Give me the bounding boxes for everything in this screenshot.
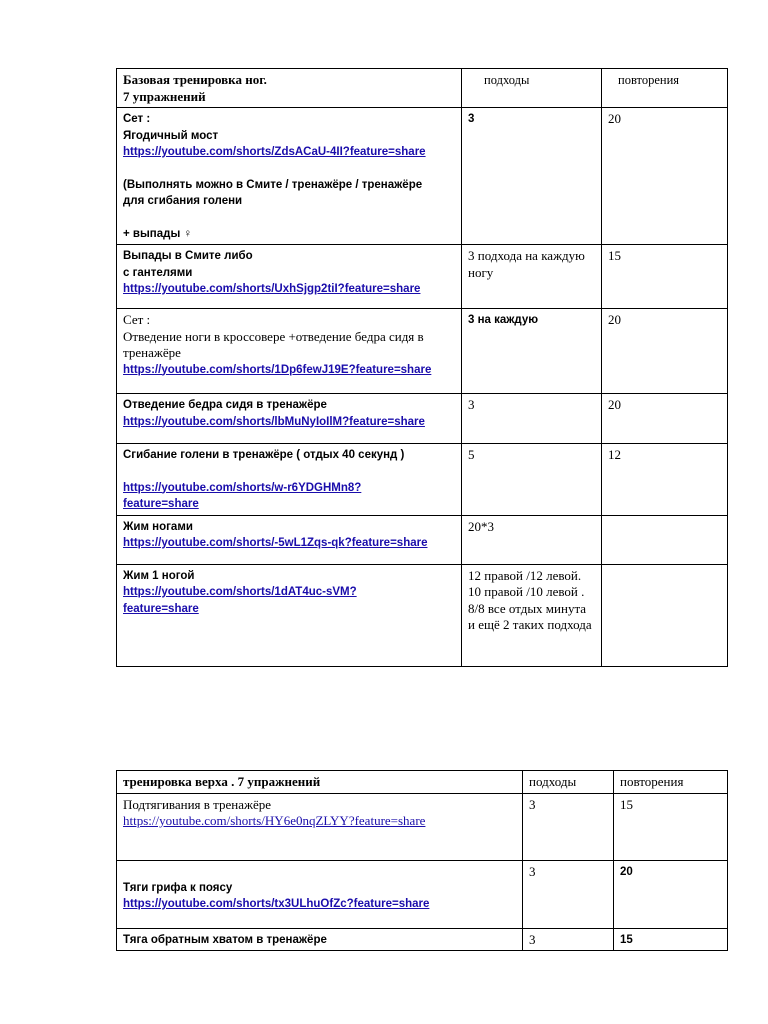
reps-cell: 20 [602,108,728,245]
table-title-line2: 7 упражнений [123,88,206,104]
reps-cell: 20 [614,860,728,928]
table-title: тренировка верха . 7 упражнений [117,771,523,794]
table-row [117,108,728,245]
exercise-video-link[interactable]: https://youtube.com/shorts/lbMuNyIoIlM?feature=share [123,415,425,428]
sets-cell: 3 [523,793,614,860]
sets-cell: 3 [523,928,614,951]
exercise-cell: Сет : Отведение ноги в кроссовере +отведение бедра сидя в тренажёре https://youtube.com/shorts/1Dp6fewJ19E?feature=share [117,309,462,394]
exercise-video-link[interactable]: https://youtube.com/shorts/-5wL1Zqs-qk?feature=share [123,537,428,549]
reps-cell: 20 [602,394,728,444]
sets-cell: 3 [462,394,602,444]
exercise-video-link[interactable]: https://youtube.com/shorts/HY6e0nqZLYY?feature=share [123,813,426,828]
exercise-video-link[interactable]: https://youtube.com/shorts/1Dp6fewJ19E?feature=share [123,363,432,376]
exercise-video-link[interactable]: https://youtube.com/shorts/w-r6YDGHMn8? [123,481,362,494]
table-row [117,564,728,666]
sets-column-header: подходы [523,771,614,794]
upper-workout-table [116,770,728,951]
sets-column-header: подходы [462,69,602,108]
sets-cell: 3 [462,108,602,245]
sets-cell: 3 на каждую [462,309,602,394]
exercise-video-link[interactable]: https://youtube.com/shorts/UxhSjgp2tiI?feature=share [123,283,421,295]
exercise-cell: Жим 1 ногой https://youtube.com/shorts/1dAT4uc-sVM? feature=share [117,564,462,666]
table-title-line1: Базовая тренировка ног. [123,72,267,87]
exercise-video-link[interactable]: https://youtube.com/shorts/ZdsACaU-4II?feature=share [123,146,426,158]
reps-column-header: повторения [602,69,728,108]
exercise-video-link-cont[interactable]: feature=share [123,602,199,615]
table-row [117,245,728,309]
sets-cell: 12 правой /12 левой. 10 правой /10 левой . 8/8 все отдых минута и ещё 2 таких подхода [462,564,602,666]
reps-cell: 20 [602,309,728,394]
reps-column-header: повторения [614,771,728,794]
exercise-cell: Отведение бедра сидя в тренажёре https://youtube.com/shorts/lbMuNyIoIlM?feature=share [117,394,462,444]
table-header-row [117,771,728,794]
table-row [117,394,728,444]
sets-cell: 3 [523,860,614,928]
exercise-video-link[interactable]: https://youtube.com/shorts/1dAT4uc-sVM? [123,586,357,598]
exercise-cell: Тяга обратным хватом в тренажёре [117,928,523,951]
reps-cell: 12 [602,444,728,516]
reps-cell: 15 [602,245,728,309]
reps-cell: 15 [614,793,728,860]
table-row [117,793,728,860]
exercise-cell: Сгибание голени в тренажёре ( отдых 40 секунд ) https://youtube.com/shorts/w-r6YDGHMn8? feature=share [117,444,462,516]
reps-cell: 15 [614,928,728,951]
table-row [117,444,728,516]
sets-cell: 5 [462,444,602,516]
reps-cell [602,564,728,666]
exercise-cell: Жим ногами https://youtube.com/shorts/-5wL1Zqs-qk?feature=share [117,515,462,564]
table-title [117,69,462,108]
exercise-cell: Сет : Ягодичный мост https://youtube.com/shorts/ZdsACaU-4II?feature=share (Выполнять можно в Смите / тренажёре / тренажёре для сгибания голени + выпады ♀ [117,108,462,245]
sets-cell: 20*3 [462,515,602,564]
exercise-cell: Выпады в Смите либо с гантелями https://youtube.com/shorts/UxhSjgp2tiI?feature=share [117,245,462,309]
exercise-cell: Подтягивания в тренажёре https://youtube.com/shorts/HY6e0nqZLYY?feature=share [117,793,523,860]
table-row [117,928,728,951]
legs-workout-table [116,68,728,667]
table-header-row [117,69,728,108]
exercise-video-link-cont[interactable]: feature=share [123,498,199,510]
exercise-cell: Тяги грифа к поясу https://youtube.com/shorts/tx3ULhuOfZc?feature=share [117,860,523,928]
sets-cell: 3 подхода на каждую ногу [462,245,602,309]
table-row [117,515,728,564]
table-row [117,309,728,394]
exercise-video-link[interactable]: https://youtube.com/shorts/tx3ULhuOfZc?feature=share [123,898,430,910]
reps-cell [602,515,728,564]
table-row [117,860,728,928]
